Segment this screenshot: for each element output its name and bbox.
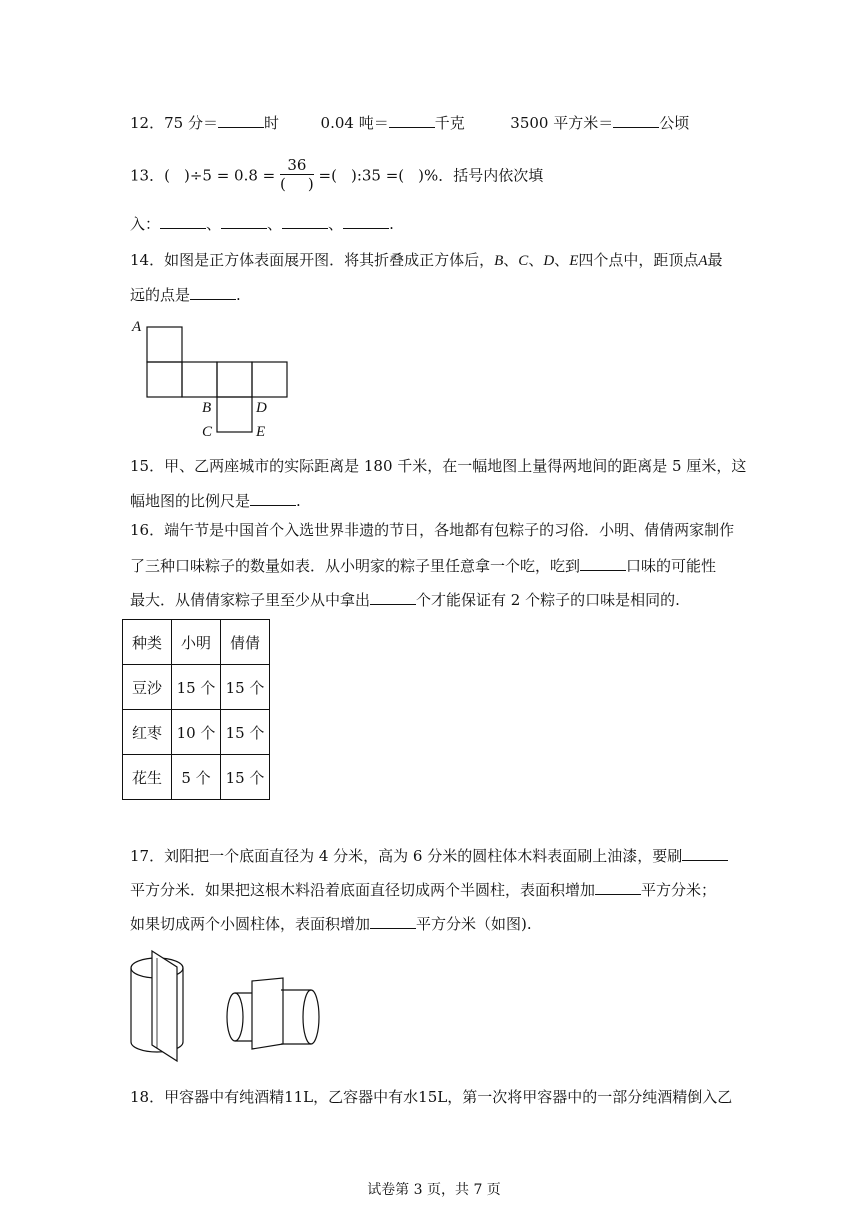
- net-square: [217, 397, 252, 432]
- table-header-row: [123, 620, 270, 665]
- question-15: [130, 456, 746, 476]
- q12-part3-unit: 公顷: [659, 114, 690, 132]
- separator: 、: [528, 251, 544, 269]
- q14-text-c: 最: [707, 251, 723, 269]
- q15-line2-text: 幅地图的比例尺是: [130, 492, 251, 510]
- answer-blank[interactable]: [370, 914, 416, 929]
- question-16-line2: [130, 556, 716, 576]
- q16-line1: 16．端午节是中国首个入选世界非遗的节日，各地都有包粽子的习俗．小明、倩倩两家制作: [130, 521, 735, 539]
- table-cell: 15 个: [172, 665, 221, 710]
- answer-blank[interactable]: [595, 880, 641, 895]
- q14-number: 14．: [130, 251, 165, 269]
- q12-part2-unit: 千克: [434, 114, 465, 132]
- table-header-cell: 小明: [172, 620, 221, 665]
- q17-line3-tail: 平方分米（如图).: [416, 915, 532, 933]
- q13-equals: =: [318, 166, 332, 185]
- q18-text-b: ，乙容器中有水: [313, 1088, 419, 1106]
- point-b-label: B: [494, 253, 504, 269]
- q17-line3-text: 如果切成两个小圆柱体，表面积增加: [130, 915, 371, 933]
- question-16-line3: [130, 590, 680, 610]
- net-square: [182, 362, 217, 397]
- answer-blank[interactable]: [160, 214, 206, 229]
- q12-part3-prefix: 3500 平方米＝: [510, 114, 614, 132]
- point-e-label: E: [569, 253, 579, 269]
- separator: 、: [554, 251, 570, 269]
- answer-blank[interactable]: [613, 113, 659, 128]
- table-cell: 10 个: [172, 710, 221, 755]
- q18-text-a: 18．甲容器中有纯酒精: [130, 1088, 285, 1106]
- table-cell: 红枣: [123, 710, 172, 755]
- q17-line2-text: 平方分米．如果把这根木料沿着底面直径切成两个半圆柱，表面积增加: [130, 881, 596, 899]
- net-square: [217, 362, 252, 397]
- point-d-label: D: [543, 253, 555, 269]
- q12-part2-prefix: 0.04 吨＝: [320, 114, 389, 132]
- question-12: [130, 113, 689, 133]
- question-13-line2: [130, 214, 394, 234]
- net-label-e: E: [256, 424, 266, 440]
- net-label-c: C: [202, 424, 213, 440]
- table-header-cell: 倩倩: [221, 620, 270, 665]
- q14-text-a: 如图是正方体表面展开图．将其折叠成正方体后，: [164, 251, 495, 269]
- net-square: [252, 362, 287, 397]
- answer-blank[interactable]: [282, 214, 328, 229]
- period: .: [296, 492, 301, 510]
- q14-line2-text: 远的点是: [130, 286, 191, 304]
- q13-fraction-numerator: 36: [280, 156, 314, 175]
- q13-percent: %．括号内依次填: [424, 166, 544, 185]
- q13-fraction: [280, 156, 314, 193]
- answer-blank[interactable]: [389, 113, 435, 128]
- q15-line1: 15．甲、乙两座城市的实际距离是 180 千米，在一幅地图上量得两地间的距离是 5 厘米，这: [130, 457, 747, 475]
- q16-line2-text: 了三种口味粽子的数量如表．从小明家的粽子里任意拿一个吃，吃到: [130, 557, 581, 575]
- q13-fraction-denominator: ( ): [280, 175, 314, 193]
- answer-blank[interactable]: [682, 846, 728, 861]
- period: .: [236, 286, 241, 304]
- question-16: [130, 520, 734, 540]
- table-cell: 15 个: [221, 665, 270, 710]
- q12-part1-prefix: 75 分＝: [164, 114, 218, 132]
- point-a-label: A: [698, 253, 708, 269]
- answer-blank[interactable]: [370, 590, 416, 605]
- answer-blank[interactable]: [343, 214, 389, 229]
- q13-number: 13．: [130, 166, 165, 185]
- question-14: [130, 250, 723, 271]
- zongzi-table: [122, 619, 270, 800]
- answer-blank[interactable]: [221, 214, 267, 229]
- question-18: [130, 1087, 732, 1107]
- period: .: [389, 215, 394, 233]
- net-square: [147, 327, 182, 362]
- net-square: [147, 362, 182, 397]
- question-17-line2: [130, 880, 716, 900]
- table-row: [123, 665, 270, 710]
- table-cell: 5 个: [172, 755, 221, 800]
- separator: 、: [503, 251, 519, 269]
- net-label-a: A: [132, 319, 142, 335]
- net-label-b: B: [202, 400, 212, 416]
- table-cell: 15 个: [221, 755, 270, 800]
- table-cell: 花生: [123, 755, 172, 800]
- q18-volume-1: 11L: [284, 1088, 314, 1106]
- q13-division: ÷5 = 0.8 =: [189, 166, 276, 185]
- cylinder-half-cut-figure: [131, 951, 183, 1061]
- question-14-line2: [130, 285, 241, 305]
- table-row: [123, 710, 270, 755]
- q16-line2-tail: 口味的可能性: [626, 557, 717, 575]
- q18-volume-2: 15L: [418, 1088, 448, 1106]
- question-17-line3: [130, 914, 532, 934]
- q13-line2-label: 入：: [130, 215, 161, 233]
- net-label-d: D: [256, 400, 267, 416]
- question-13: 13．( )÷5 = 0.8 = $\frac{36}{( )}$ =( ):35 =( )%．括号内依次填: [130, 156, 544, 193]
- table-cell: 15 个: [221, 710, 270, 755]
- question-17: [130, 846, 728, 866]
- q17-line1-text: 17．刘阳把一个底面直径为 4 分米，高为 6 分米的圆柱体木料表面刷上油漆，要刷: [130, 847, 683, 865]
- table-row: [123, 755, 270, 800]
- point-c-label: C: [518, 253, 529, 269]
- answer-blank[interactable]: [580, 556, 626, 571]
- cube-net-figure: [130, 318, 300, 442]
- q12-part1-unit: 时: [263, 114, 279, 132]
- separator: 、: [267, 215, 283, 233]
- answer-blank[interactable]: [190, 285, 236, 300]
- q16-line3-text: 最大．从倩倩家粽子里至少从中拿出: [130, 591, 371, 609]
- q14-text-b: 四个点中，距顶点: [578, 251, 699, 269]
- q13-ratio: :35 =: [356, 166, 399, 185]
- table-header-cell: 种类: [123, 620, 172, 665]
- question-15-line2: [130, 491, 301, 511]
- separator: 、: [206, 215, 222, 233]
- q18-text-c: ，第一次将甲容器中的一部分纯酒精倒入乙: [447, 1088, 733, 1106]
- q12-number: 12．: [130, 114, 165, 132]
- cylinder-cross-cut-figure: [227, 978, 319, 1049]
- answer-blank[interactable]: [250, 491, 296, 506]
- answer-blank[interactable]: [218, 113, 264, 128]
- separator: 、: [328, 215, 344, 233]
- q16-line3-tail: 个才能保证有 2 个粽子的口味是相同的.: [416, 591, 680, 609]
- page-footer: 试卷第 3 页，共 7 页: [367, 1182, 501, 1198]
- table-cell: 豆沙: [123, 665, 172, 710]
- cylinder-figures: [125, 945, 335, 1070]
- q17-line2-tail: 平方分米；: [641, 881, 717, 899]
